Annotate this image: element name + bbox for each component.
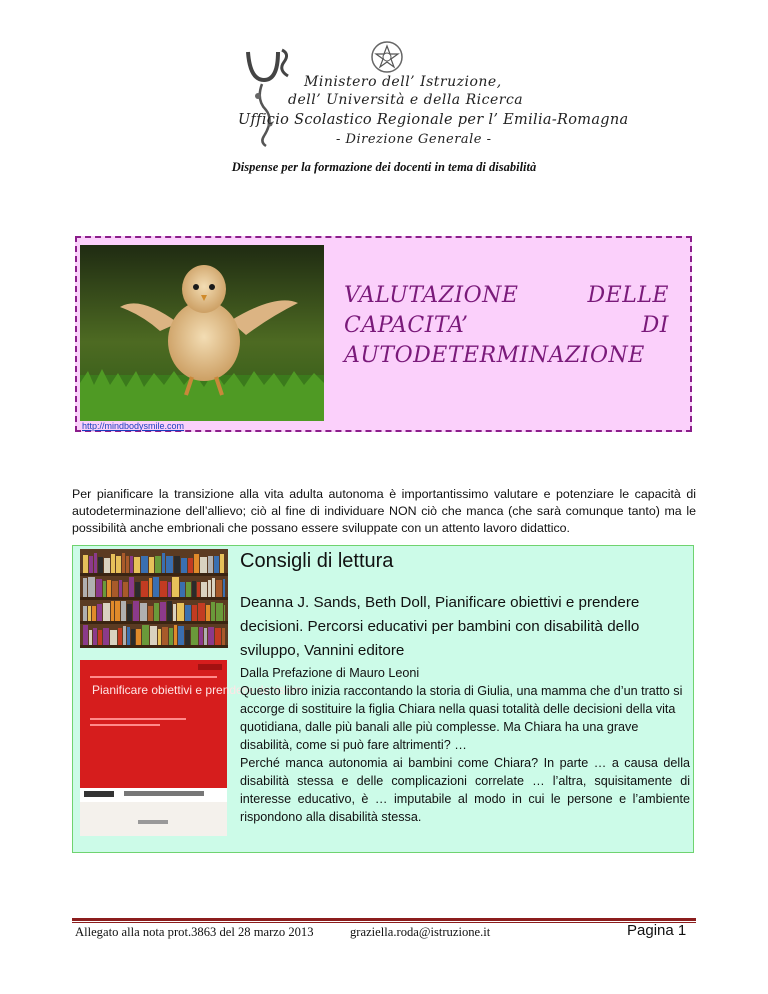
title-line: CAPACITA’ DI bbox=[344, 313, 669, 338]
title-line: AUTODETERMINAZIONE bbox=[344, 343, 645, 368]
title-line: VALUTAZIONE DELLE bbox=[344, 283, 669, 308]
ministry-line: Ufficio Scolastico Regionale per l’ Emilia-Romagna bbox=[238, 112, 629, 128]
footer-rule bbox=[72, 918, 696, 921]
ministry-logo bbox=[238, 40, 629, 150]
preface-paragraph: Perché manca autonomia ai bambini come Chiara? In parte … a causa della disabilità stessa e delle complicazioni correlate … l’altra, squisitamente di interesse educativo, è … imputabile al modo in cui le persone e l’ambiente rispondono alla disabilità stessa. bbox=[240, 756, 690, 824]
image-source-link[interactable]: http://mindbodysmile.com bbox=[82, 421, 185, 431]
chick-photo bbox=[80, 245, 324, 421]
footer-note: Allegato alla nota prot.3863 del 28 marzo 2013 bbox=[75, 925, 314, 939]
footer-email[interactable]: graziella.roda@istruzione.it bbox=[350, 925, 491, 939]
ministry-line: - Direzione Generale - bbox=[336, 132, 492, 147]
bookshelf-image bbox=[80, 549, 228, 647]
italian-emblem-icon bbox=[370, 40, 404, 74]
preface-excerpt bbox=[240, 664, 690, 826]
preface-heading: Dalla Prefazione di Mauro Leoni bbox=[240, 666, 420, 680]
document-subtitle: Dispense per la formazione dei docenti in tema di disabilità bbox=[231, 160, 537, 174]
book-cover-title bbox=[80, 660, 304, 788]
reading-section-title: Consigli di lettura bbox=[240, 550, 394, 572]
footer-rule bbox=[72, 922, 696, 923]
book-reference: Deanna J. Sands, Beth Doll, Pianificare obiettivi e prendere decisioni. Percorsi educativi per bambini con disabilità dello sviluppo, Vannini editore bbox=[240, 594, 640, 659]
intro-paragraph: Per pianificare la transizione alla vita adulta autonoma è importantissimo valutare e potenziare le capacità di autodeterminazione dell’allievo; ciò al fine di individuare NON ciò che manca (che sarà comunque tanto) ma le possibilità anche embrionali che possano essere sviluppate con un attento lavoro didattico. bbox=[72, 487, 696, 535]
ministry-line: Ministero dell’ Istruzione, bbox=[304, 74, 502, 90]
ministry-line: dell’ Università e della Ricerca bbox=[288, 92, 524, 108]
preface-paragraph: Questo libro inizia raccontando la storia di Giulia, una mamma che d’un tratto si accorge di sostituire la figlia Chiara nella quasi totalità delle decisioni della vita quotidiana, dalle più banali alle più complesse. Ma Chiara ha una grave disabilità, come si può fare altrimenti? … bbox=[240, 684, 683, 752]
page-number: Pagina 1 bbox=[627, 922, 687, 939]
svg-text:Pianificare obiettivi e prende: Pianificare obiettivi e prendere decisioni bbox=[92, 683, 304, 697]
banner-title bbox=[344, 281, 669, 371]
